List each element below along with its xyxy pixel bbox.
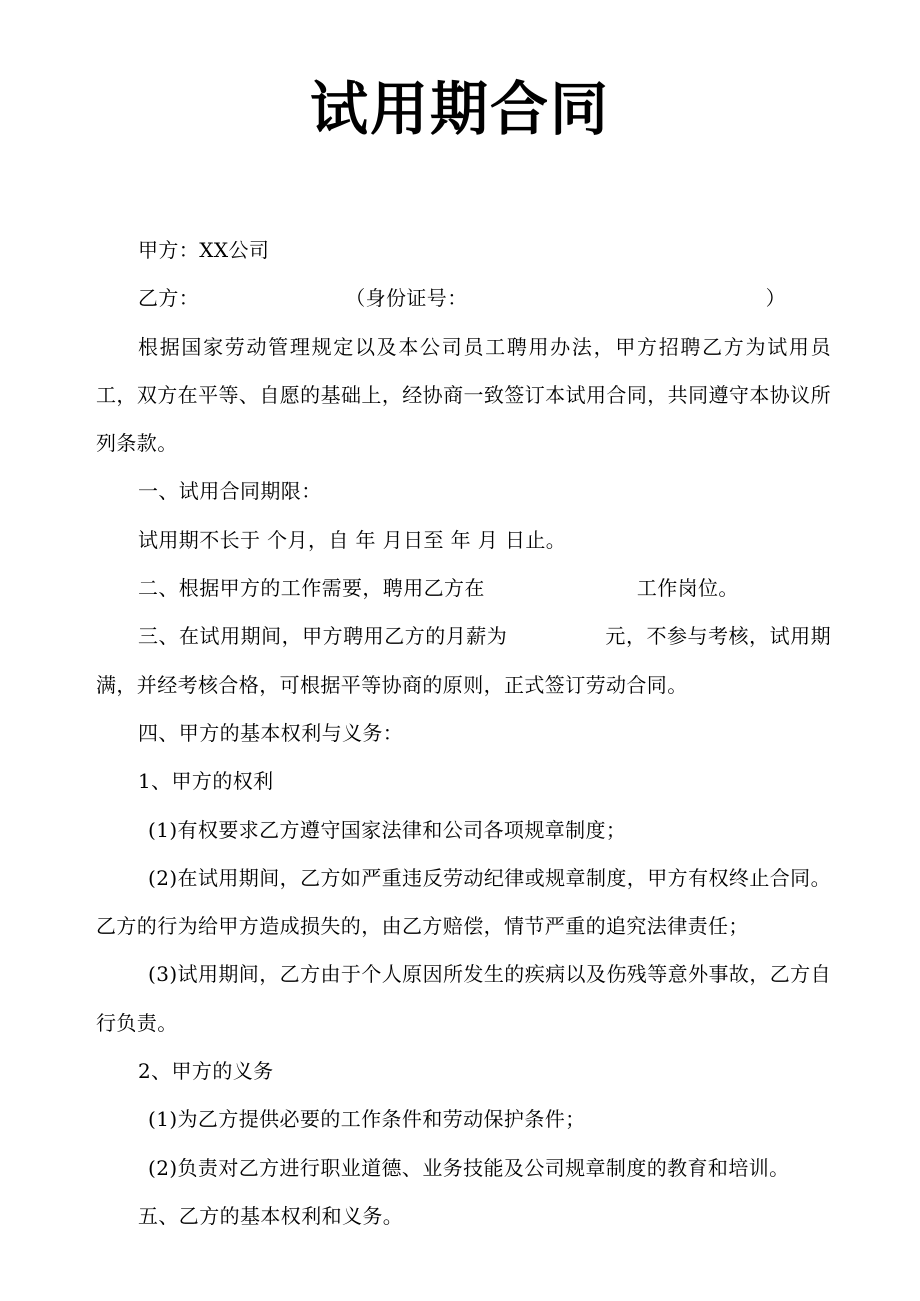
right-item-2: (2)在试用期间，乙方如严重违反劳动纪律或规章制度，甲方有权终止合同。乙方的行为给甲方造成损失的，由乙方赔偿，情节严重的追究法律责任； — [96, 865, 831, 939]
intro-paragraph: 根据国家劳动管理规定以及本公司员工聘用办法，甲方招聘乙方为试用员工，双方在平等、自愿的基础上，经协商一致签订本试用合同，共同遵守本协议所列条款。 — [96, 334, 831, 456]
party-b-line — [96, 274, 831, 322]
duties-heading: 2、甲方的义务 — [138, 1059, 274, 1084]
contract-body — [96, 226, 831, 1240]
party-a-line: 甲方：XX公司 — [138, 238, 270, 262]
section-3-paragraph — [96, 612, 831, 709]
right-item-3: (3)试用期间，乙方由于个人原因所发生的疾病以及伤残等意外事故，乙方自行负责。 — [96, 962, 831, 1035]
duty-item-2: (2)负责对乙方进行职业道德、业务技能及公司规章制度的教育和培训。 — [148, 1155, 790, 1180]
party-b-id-close: ） — [765, 286, 787, 311]
section-1-heading: 一、试用合同期限： — [138, 479, 322, 504]
duty-item-1: (1)为乙方提供必要的工作条件和劳动保护条件； — [148, 1107, 586, 1132]
party-b-id-label: （身份证号： — [345, 286, 468, 311]
section-2-text-before: 二、根据甲方的工作需要，聘用乙方在 — [138, 576, 485, 601]
party-b-label: 乙方： — [138, 286, 200, 311]
section-3-text-before: 三、在试用期间，甲方聘用乙方的月薪为 — [138, 624, 508, 649]
section-5-heading: 五、乙方的基本权利和义务。 — [138, 1203, 404, 1228]
section-1-text: 试用期不长于 个月，自 年 月日至 年 月 日止。 — [138, 527, 567, 552]
section-2-text-after: 工作岗位。 — [636, 576, 739, 601]
section-4-heading: 四、甲方的基本权利与义务： — [138, 720, 404, 745]
right-item-1: (1)有权要求乙方遵守国家法律和公司各项规章制度； — [148, 817, 627, 842]
rights-heading: 1、甲方的权利 — [138, 769, 274, 794]
section-2-paragraph — [96, 564, 831, 612]
section-3-text-after: 元，不参与考核，试用期满，并经考核合格，可根据平等协商的原则，正式签订劳动合同。 — [96, 624, 831, 697]
document-title: 试用期合同 — [309, 75, 610, 143]
